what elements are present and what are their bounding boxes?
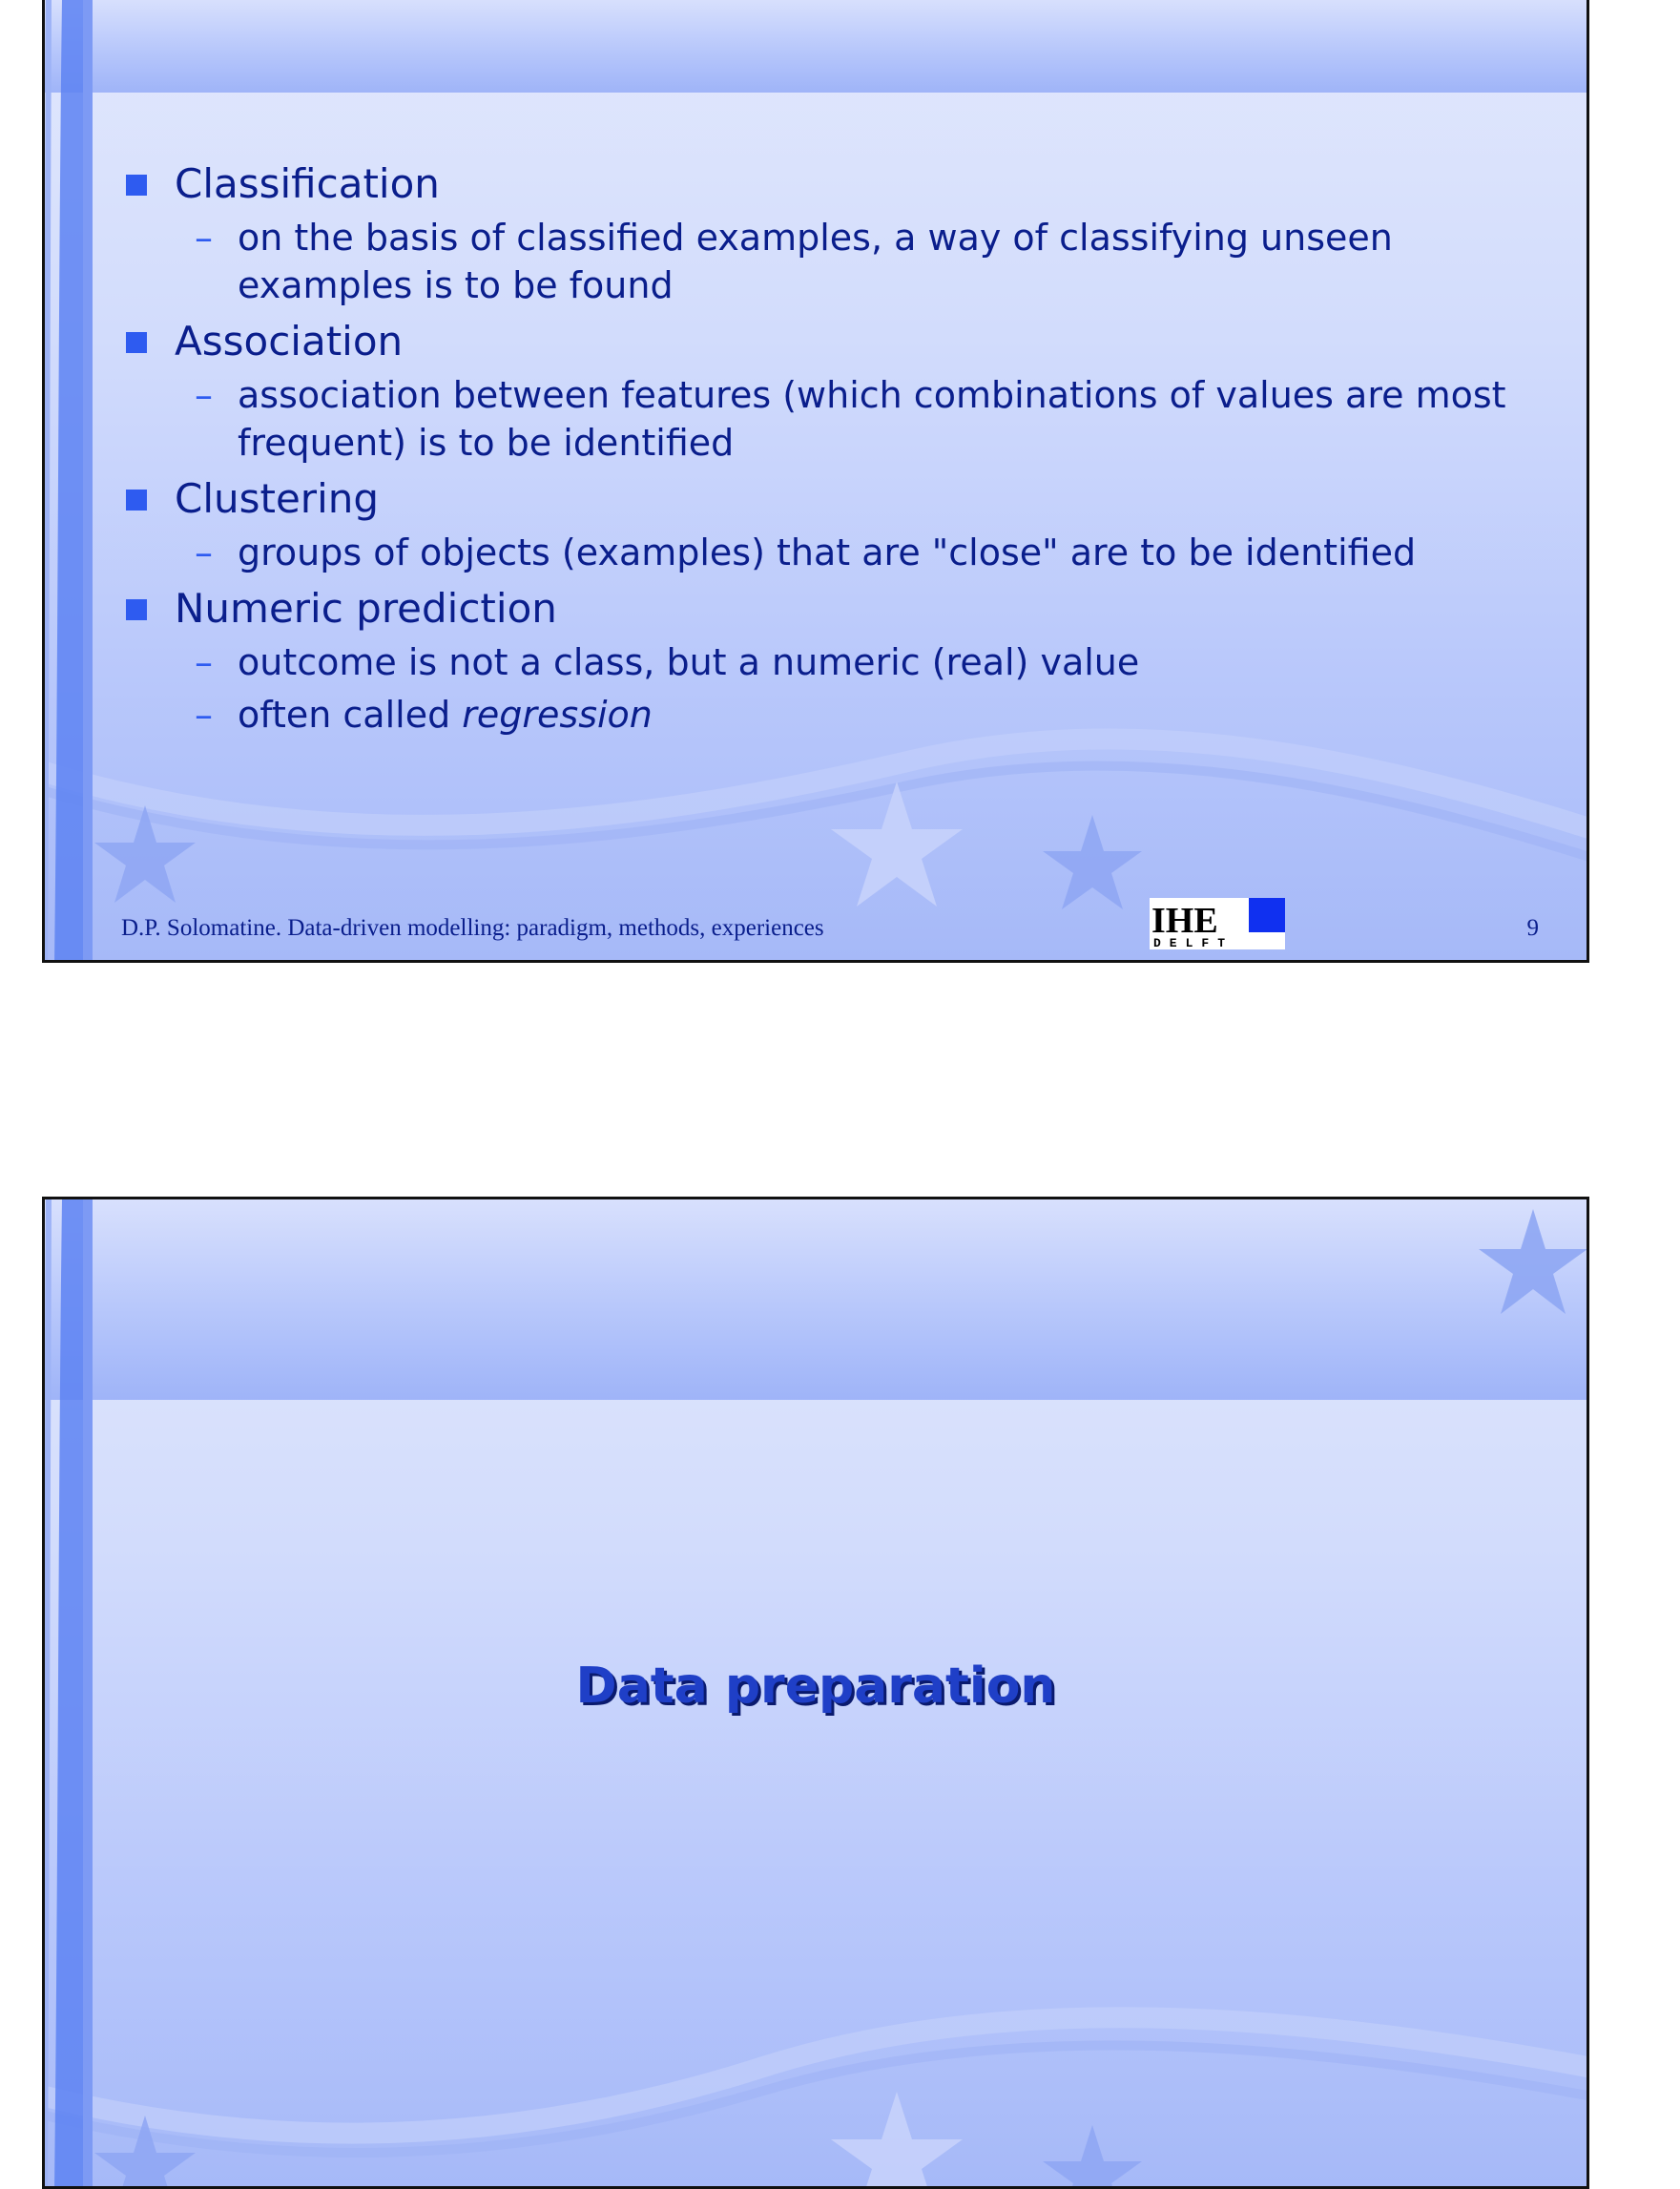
page-number: 9 — [1526, 915, 1539, 941]
sub-bullet-text: association between features (which combinations of values are most frequent) is to be identified — [238, 374, 1506, 464]
square-bullet-icon — [126, 332, 147, 353]
sub-bullet-text: groups of objects (examples) that are "close" are to be identified — [238, 532, 1417, 573]
sub-bullet — [185, 638, 1571, 686]
sub-bullet-text: outcome is not a class, but a numeric (real) value — [238, 641, 1140, 683]
bullet-label: Classification — [175, 160, 440, 207]
bullet-item-numeric-prediction — [121, 584, 1571, 634]
bullet-label: Association — [175, 318, 404, 365]
slide-section-title — [42, 1197, 1589, 2189]
sub-bullet-text: on the basis of classified examples, a way of classifying unseen examples is to be found — [238, 217, 1393, 306]
dash-bullet-icon: – — [195, 694, 213, 736]
square-bullet-icon — [126, 175, 147, 196]
bullet-list — [121, 152, 1571, 739]
dash-bullet-icon: – — [195, 532, 213, 573]
logo-top-text: IHE — [1151, 901, 1218, 941]
slide-page-9 — [42, 0, 1589, 963]
sub-bullet-text — [238, 691, 1571, 739]
bullet-label: Clustering — [175, 475, 380, 522]
dash-bullet-icon: – — [195, 641, 213, 683]
square-bullet-icon — [126, 599, 147, 620]
bullet-item-association — [121, 317, 1571, 366]
dash-bullet-icon: – — [195, 374, 213, 416]
star-icon — [831, 2092, 963, 2189]
square-bullet-icon — [126, 490, 147, 511]
section-title: Data preparation — [575, 1657, 1056, 1715]
star-icon — [1043, 2125, 1142, 2189]
logo-bottom-text: DELFT — [1153, 936, 1234, 949]
bullet-label: Numeric prediction — [175, 585, 557, 632]
bullet-item-clustering — [121, 474, 1571, 524]
sub-bullet-italic-term: regression — [462, 694, 653, 736]
sub-bullet — [185, 214, 1571, 309]
sub-bullet-prefix: often called — [238, 694, 463, 736]
sub-bullet — [185, 371, 1571, 467]
ihe-delft-logo — [1150, 898, 1285, 949]
star-icon — [1043, 815, 1142, 909]
dash-bullet-icon: – — [195, 217, 213, 259]
bullet-item-classification — [121, 159, 1571, 209]
star-icon — [1479, 1209, 1587, 1314]
left-accent-bar — [45, 0, 93, 960]
sub-bullet — [185, 691, 1571, 739]
slide-footer: D.P. Solomatine. Data-driven modelling: paradigm, methods, experiences — [121, 915, 824, 941]
sub-bullet — [185, 529, 1571, 576]
